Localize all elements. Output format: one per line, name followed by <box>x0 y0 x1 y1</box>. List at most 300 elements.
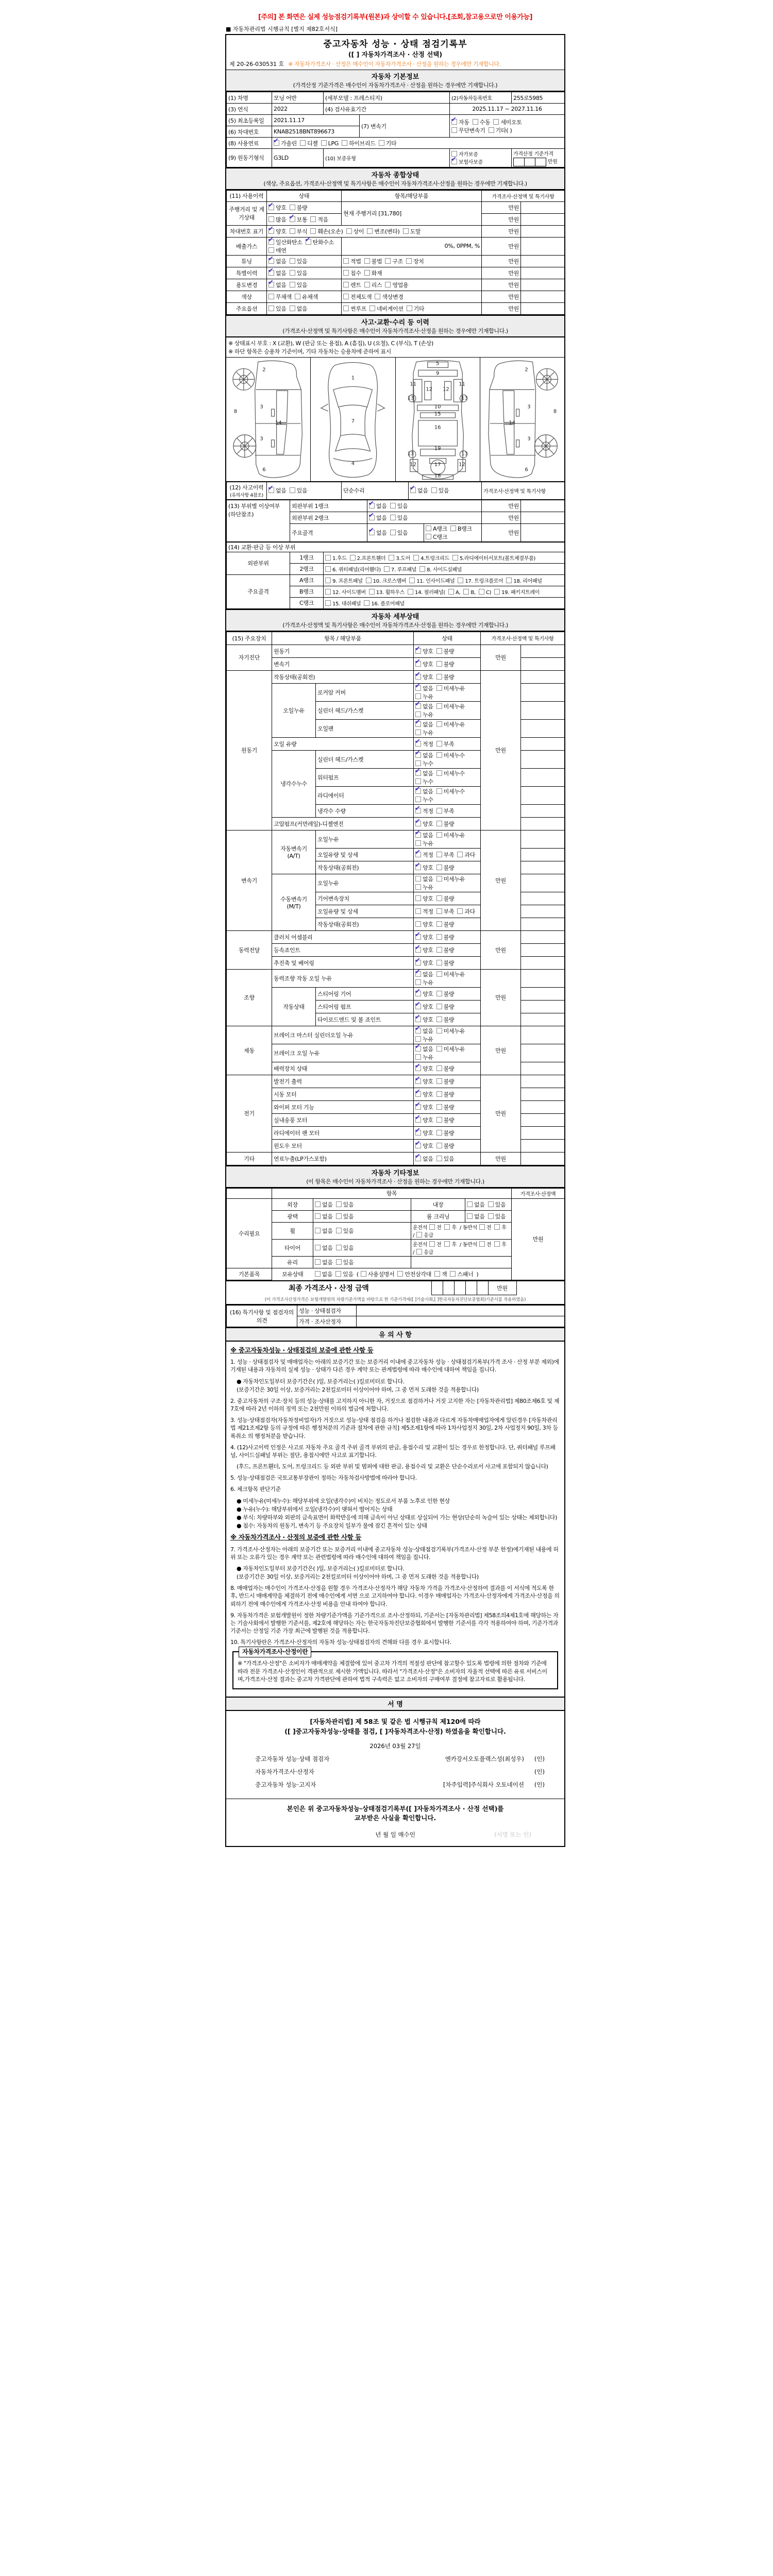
checkbox-option[interactable]: 불량 <box>436 933 455 941</box>
checkbox-option[interactable]: ✔ 없음 <box>410 486 428 495</box>
checkbox-option[interactable]: 수동 <box>473 118 491 126</box>
checkbox-icon[interactable] <box>385 282 391 287</box>
checkbox-icon[interactable] <box>415 840 421 846</box>
checkbox-icon[interactable] <box>436 947 442 953</box>
checkbox-checked-icon[interactable] <box>415 770 421 776</box>
checkbox-option[interactable]: 불량 <box>436 1077 455 1086</box>
checkbox-option[interactable]: 불량 <box>436 946 455 954</box>
checkbox-option[interactable]: 침수 <box>343 269 361 277</box>
checkbox-checked-icon[interactable] <box>415 832 421 838</box>
checkbox-icon[interactable] <box>375 294 380 299</box>
checkbox-icon[interactable] <box>436 1028 442 1033</box>
checkbox-icon[interactable] <box>436 1016 442 1022</box>
checkbox-option[interactable]: ✔없음 <box>415 769 433 777</box>
checkbox-option[interactable]: 미세누유 <box>436 1027 465 1035</box>
checkbox-icon[interactable] <box>336 1228 342 1233</box>
checkbox-option[interactable]: 후 <box>444 1240 456 1248</box>
checkbox-option[interactable]: 누유 <box>415 710 433 719</box>
checkbox-checked-icon[interactable] <box>415 821 421 826</box>
checkbox-option[interactable]: 있음 <box>336 1227 354 1235</box>
checkbox-icon[interactable] <box>436 648 442 654</box>
checkbox-option[interactable]: ✔ 양호 <box>415 933 433 941</box>
checkbox-option[interactable]: 훼손(오손) <box>310 227 343 235</box>
checkbox-option[interactable]: 19. 패키지트레이 <box>494 588 540 596</box>
checkbox-icon[interactable] <box>290 306 295 311</box>
checkbox-option[interactable]: 응급 <box>416 1248 433 1256</box>
checkbox-icon[interactable] <box>493 119 499 125</box>
checkbox-icon[interactable] <box>310 228 316 234</box>
checkbox-option[interactable]: 8. 사이드실패널 <box>419 565 462 573</box>
checkbox-icon[interactable] <box>494 1224 500 1230</box>
checkbox-icon[interactable] <box>343 282 349 287</box>
checkbox-checked-icon[interactable] <box>415 788 421 794</box>
checkbox-option[interactable]: 기타 <box>379 139 397 147</box>
checkbox-icon[interactable] <box>473 119 478 125</box>
checkbox-option[interactable]: B, <box>463 589 475 596</box>
checkbox-option[interactable]: 자가보증 <box>451 150 478 158</box>
checkbox-option[interactable]: 불량 <box>436 920 455 928</box>
checkbox-option[interactable]: 전 <box>429 1240 441 1248</box>
checkbox-checked-icon[interactable] <box>274 140 279 146</box>
checkbox-option[interactable]: ✔ 양호 <box>415 946 433 954</box>
checkbox-icon[interactable] <box>436 991 442 996</box>
checkbox-option[interactable]: ✔없음 <box>415 787 433 795</box>
checkbox-icon[interactable] <box>342 140 347 146</box>
checkbox-option[interactable]: ✔ 보통 <box>290 215 308 224</box>
checkbox-option[interactable]: 렌트 <box>343 281 361 289</box>
checkbox-option[interactable]: 불법 <box>364 257 382 265</box>
checkbox-option[interactable]: ✔없음 <box>415 831 433 839</box>
checkbox-icon[interactable] <box>268 306 274 311</box>
checkbox-checked-icon[interactable] <box>415 1028 421 1033</box>
checkbox-option[interactable]: ✔ 양호 <box>415 1142 433 1150</box>
checkbox-option[interactable]: 있음 <box>488 1200 506 1209</box>
checkbox-option[interactable]: 불량 <box>436 1129 455 1137</box>
checkbox-icon[interactable] <box>389 555 394 561</box>
checkbox-checked-icon[interactable] <box>268 239 274 245</box>
checkbox-icon[interactable] <box>436 921 442 927</box>
checkbox-checked-icon[interactable] <box>415 852 421 857</box>
checkbox-icon[interactable] <box>457 908 463 914</box>
checkbox-option[interactable]: 기타( ) <box>489 126 512 134</box>
checkbox-icon[interactable] <box>426 534 431 539</box>
checkbox-option[interactable]: 불량 <box>436 959 455 967</box>
checkbox-checked-icon[interactable] <box>369 530 375 535</box>
checkbox-icon[interactable] <box>315 1271 321 1277</box>
checkbox-icon[interactable] <box>436 895 442 901</box>
checkbox-icon[interactable] <box>325 600 331 606</box>
checkbox-checked-icon[interactable] <box>415 865 421 870</box>
checkbox-icon[interactable] <box>408 589 413 595</box>
checkbox-option[interactable]: 불량 <box>436 894 455 903</box>
checkbox-checked-icon[interactable] <box>415 674 421 680</box>
checkbox-option[interactable]: 미세누유 <box>436 684 465 692</box>
checkbox-option[interactable]: 7. 루프패널 <box>384 565 416 573</box>
checkbox-icon[interactable] <box>450 526 456 531</box>
checkbox-icon[interactable] <box>413 555 419 561</box>
checkbox-icon[interactable] <box>415 693 421 699</box>
checkbox-option[interactable]: 없음 <box>315 1212 333 1221</box>
checkbox-icon[interactable] <box>415 908 421 914</box>
checkbox-option[interactable]: 부족 <box>436 907 455 916</box>
checkbox-icon[interactable] <box>494 589 500 595</box>
checkbox-icon[interactable] <box>479 589 484 595</box>
checkbox-option[interactable]: ✔양호 <box>268 204 287 212</box>
checkbox-checked-icon[interactable] <box>415 648 421 654</box>
checkbox-checked-icon[interactable] <box>306 239 311 245</box>
checkbox-icon[interactable] <box>343 294 349 299</box>
checkbox-option[interactable]: 부족 <box>436 740 455 748</box>
checkbox-icon[interactable] <box>419 566 425 572</box>
checkbox-option[interactable]: 있음 <box>436 1155 455 1163</box>
checkbox-option[interactable]: 세미오토 <box>493 118 522 126</box>
checkbox-icon[interactable] <box>290 228 295 234</box>
checkbox-option[interactable]: 과다 <box>457 851 475 859</box>
checkbox-option[interactable]: ✔없음 <box>415 1027 433 1035</box>
checkbox-option[interactable]: 디젤 <box>300 139 318 147</box>
checkbox-option[interactable]: ✔없음 <box>415 970 433 978</box>
checkbox-icon[interactable] <box>436 865 442 870</box>
checkbox-icon[interactable] <box>415 876 421 882</box>
checkbox-option[interactable]: ✔ 양호 <box>415 1003 433 1011</box>
checkbox-icon[interactable] <box>336 1213 342 1219</box>
checkbox-icon[interactable] <box>364 258 370 264</box>
checkbox-option[interactable]: 응급 <box>416 1231 433 1239</box>
checkbox-icon[interactable] <box>488 1213 494 1219</box>
checkbox-option[interactable]: 안전삼각대 <box>397 1270 431 1278</box>
checkbox-option[interactable]: 도말 <box>403 227 421 235</box>
checkbox-icon[interactable] <box>416 1249 422 1255</box>
checkbox-icon[interactable] <box>479 1241 485 1247</box>
checkbox-option[interactable]: 양호 <box>415 920 433 928</box>
checkbox-option[interactable]: 적법 <box>343 257 361 265</box>
checkbox-icon[interactable] <box>390 503 396 509</box>
checkbox-option[interactable]: ✔자동 <box>451 118 469 126</box>
checkbox-option[interactable]: ✔ 양호 <box>415 1129 433 1137</box>
checkbox-option[interactable]: ✔ 적정 <box>415 740 433 748</box>
checkbox-option[interactable]: 있음 <box>335 1270 354 1278</box>
checkbox-icon[interactable] <box>436 703 442 709</box>
checkbox-option[interactable]: 14. 필러패널( <box>408 588 445 596</box>
checkbox-option[interactable]: 하이브리드 <box>342 139 376 147</box>
checkbox-icon[interactable] <box>290 487 295 493</box>
checkbox-icon[interactable] <box>436 908 442 914</box>
checkbox-option[interactable]: 1.후드 <box>325 554 347 562</box>
checkbox-checked-icon[interactable] <box>290 216 295 222</box>
checkbox-option[interactable]: 미세누유 <box>436 970 465 978</box>
checkbox-icon[interactable] <box>335 1271 341 1277</box>
checkbox-icon[interactable] <box>336 1245 342 1250</box>
checkbox-icon[interactable] <box>315 1213 321 1219</box>
checkbox-option[interactable]: 있음 <box>390 529 408 537</box>
checkbox-icon[interactable] <box>436 876 442 882</box>
checkbox-option[interactable]: A, <box>448 589 460 596</box>
checkbox-option[interactable]: 없음 <box>290 304 308 313</box>
checkbox-icon[interactable] <box>436 971 442 977</box>
checkbox-checked-icon[interactable] <box>268 270 274 276</box>
checkbox-option[interactable]: ✔ 양호 <box>268 227 287 235</box>
checkbox-option[interactable]: 누유 <box>415 883 433 891</box>
checkbox-option[interactable]: 미세누유 <box>436 720 465 728</box>
checkbox-option[interactable]: A랭크 <box>426 524 447 533</box>
checkbox-option[interactable]: 영업용 <box>385 281 408 289</box>
checkbox-icon[interactable] <box>390 515 396 520</box>
checkbox-option[interactable]: 11. 인사이드패널 <box>409 577 455 584</box>
checkbox-option[interactable]: ✔ 적정 <box>415 851 433 859</box>
checkbox-checked-icon[interactable] <box>415 1004 421 1009</box>
checkbox-icon[interactable] <box>436 685 442 691</box>
checkbox-option[interactable]: 스패너 <box>450 1270 473 1278</box>
checkbox-option[interactable]: ✔ 양호 <box>415 1077 433 1086</box>
checkbox-option[interactable]: 없음 <box>315 1244 333 1252</box>
checkbox-icon[interactable] <box>369 306 375 311</box>
checkbox-icon[interactable] <box>406 258 412 264</box>
checkbox-option[interactable]: 5.라디에이터서포트(볼트체결부품) <box>452 554 535 562</box>
checkbox-checked-icon[interactable] <box>415 808 421 814</box>
checkbox-checked-icon[interactable] <box>415 960 421 965</box>
checkbox-icon[interactable] <box>364 600 369 606</box>
checkbox-icon[interactable] <box>364 282 370 287</box>
checkbox-option[interactable]: ✔ 양호 <box>415 1090 433 1098</box>
checkbox-icon[interactable] <box>325 555 331 561</box>
checkbox-option[interactable]: 부족 <box>436 851 455 859</box>
checkbox-icon[interactable] <box>409 578 415 583</box>
checkbox-icon[interactable] <box>436 1004 442 1009</box>
checkbox-option[interactable]: ✔ 없음 <box>268 281 287 289</box>
checkbox-option[interactable]: 불량 <box>436 1003 455 1011</box>
checkbox-option[interactable]: ✔ 양호 <box>415 959 433 967</box>
checkbox-icon[interactable] <box>310 216 316 222</box>
checkbox-option[interactable]: C) <box>479 589 491 596</box>
checkbox-icon[interactable] <box>451 127 457 133</box>
checkbox-icon[interactable] <box>436 852 442 857</box>
checkbox-icon[interactable] <box>436 832 442 838</box>
checkbox-icon[interactable] <box>268 216 274 222</box>
checkbox-option[interactable]: 12. 사이드멤버 <box>325 588 366 596</box>
checkbox-option[interactable]: 6. 쿼터패널(리어휀다) <box>325 565 381 573</box>
checkbox-icon[interactable] <box>436 1091 442 1097</box>
checkbox-option[interactable]: 색상변경 <box>375 293 403 301</box>
checkbox-option[interactable]: ✔ 없음 <box>415 1155 433 1163</box>
checkbox-icon[interactable] <box>436 821 442 826</box>
checkbox-icon[interactable] <box>436 934 442 940</box>
checkbox-checked-icon[interactable] <box>415 1143 421 1148</box>
checkbox-option[interactable]: 상이 <box>346 227 364 235</box>
checkbox-option[interactable]: 불량 <box>436 1103 455 1111</box>
checkbox-checked-icon[interactable] <box>451 159 457 164</box>
checkbox-checked-icon[interactable] <box>369 515 375 520</box>
checkbox-icon[interactable] <box>315 1201 321 1207</box>
checkbox-icon[interactable] <box>415 921 421 927</box>
checkbox-option[interactable]: 있음 <box>290 257 308 265</box>
checkbox-option[interactable]: 적음 <box>310 215 328 224</box>
checkbox-checked-icon[interactable] <box>415 971 421 977</box>
checkbox-checked-icon[interactable] <box>415 685 421 691</box>
checkbox-option[interactable]: 미세누수 <box>436 769 465 777</box>
checkbox-icon[interactable] <box>415 711 421 717</box>
checkbox-option[interactable]: 부식 <box>290 227 308 235</box>
checkbox-option[interactable]: 리스 <box>364 281 382 289</box>
checkbox-option[interactable]: C랭크 <box>426 533 447 541</box>
checkbox-checked-icon[interactable] <box>369 503 375 509</box>
checkbox-icon[interactable] <box>415 884 421 890</box>
checkbox-icon[interactable] <box>325 589 331 595</box>
checkbox-checked-icon[interactable] <box>415 1117 421 1123</box>
checkbox-option[interactable]: 사용설명서 <box>361 1270 395 1278</box>
checkbox-icon[interactable] <box>479 1224 485 1230</box>
checkbox-checked-icon[interactable] <box>415 934 421 940</box>
checkbox-icon[interactable] <box>369 589 375 595</box>
checkbox-option[interactable]: 있음 <box>390 514 408 522</box>
checkbox-icon[interactable] <box>350 555 356 561</box>
checkbox-option[interactable]: ✔없음 <box>415 720 433 728</box>
checkbox-icon[interactable] <box>415 979 421 985</box>
checkbox-checked-icon[interactable] <box>415 1091 421 1097</box>
checkbox-icon[interactable] <box>268 247 274 253</box>
checkbox-option[interactable]: 불량 <box>436 1142 455 1150</box>
checkbox-option[interactable]: 화재 <box>364 269 382 277</box>
checkbox-icon[interactable] <box>325 566 331 572</box>
checkbox-option[interactable]: 후 <box>444 1223 456 1231</box>
checkbox-option[interactable]: 13. 휠하우스 <box>369 588 405 596</box>
checkbox-option[interactable]: 과다 <box>457 907 475 916</box>
checkbox-checked-icon[interactable] <box>415 1046 421 1052</box>
checkbox-icon[interactable] <box>463 589 469 595</box>
checkbox-option[interactable]: 누유 <box>415 978 433 987</box>
checkbox-icon[interactable] <box>315 1245 321 1250</box>
checkbox-option[interactable]: 있음 <box>268 304 287 313</box>
checkbox-option[interactable]: 불량 <box>436 673 455 681</box>
checkbox-option[interactable]: ✔ 적정 <box>415 807 433 815</box>
checkbox-option[interactable]: ✔ 없음 <box>369 502 387 510</box>
checkbox-option[interactable]: 있음 <box>488 1212 506 1221</box>
checkbox-icon[interactable] <box>343 270 349 276</box>
checkbox-option[interactable]: 누유 <box>415 1053 433 1061</box>
checkbox-option[interactable]: ✔없음 <box>268 486 287 495</box>
checkbox-option[interactable]: 전 <box>479 1223 491 1231</box>
checkbox-icon[interactable] <box>403 228 409 234</box>
checkbox-option[interactable]: 미세누유 <box>436 1045 465 1053</box>
checkbox-icon[interactable] <box>379 140 384 146</box>
checkbox-icon[interactable] <box>290 270 295 276</box>
checkbox-icon[interactable] <box>415 760 421 766</box>
checkbox-checked-icon[interactable] <box>415 1016 421 1022</box>
checkbox-option[interactable]: 많음 <box>268 215 287 224</box>
checkbox-icon[interactable] <box>436 1156 442 1161</box>
checkbox-icon[interactable] <box>436 808 442 814</box>
checkbox-option[interactable]: 없음 <box>315 1227 333 1235</box>
checkbox-icon[interactable] <box>429 1241 435 1247</box>
checkbox-icon[interactable] <box>488 1201 494 1207</box>
checkbox-option[interactable]: 유채색 <box>295 293 318 301</box>
checkbox-icon[interactable] <box>336 1259 342 1265</box>
checkbox-option[interactable]: 불량 <box>436 990 455 998</box>
checkbox-icon[interactable] <box>315 1228 321 1233</box>
checkbox-option[interactable]: ✔보험사보증 <box>451 158 483 165</box>
checkbox-option[interactable]: 불량 <box>436 1064 455 1073</box>
checkbox-option[interactable]: 네비게이션 <box>369 304 404 313</box>
checkbox-option[interactable]: 누유 <box>415 839 433 848</box>
checkbox-icon[interactable] <box>364 270 370 276</box>
checkbox-icon[interactable] <box>494 1241 500 1247</box>
checkbox-option[interactable]: ✔ 양호 <box>415 863 433 872</box>
checkbox-checked-icon[interactable] <box>415 947 421 953</box>
checkbox-option[interactable]: 누수 <box>415 795 433 804</box>
checkbox-icon[interactable] <box>436 741 442 747</box>
checkbox-icon[interactable] <box>415 730 421 735</box>
checkbox-icon[interactable] <box>415 778 421 784</box>
checkbox-option[interactable]: 있음 <box>336 1200 354 1209</box>
checkbox-icon[interactable] <box>436 1117 442 1123</box>
checkbox-option[interactable]: ✔ 양호 <box>415 820 433 828</box>
checkbox-option[interactable]: 있음 <box>290 269 308 277</box>
checkbox-option[interactable]: 누수 <box>415 777 433 786</box>
checkbox-icon[interactable] <box>290 282 295 287</box>
checkbox-option[interactable]: ✔ 양호 <box>415 647 433 655</box>
checkbox-icon[interactable] <box>436 1104 442 1110</box>
checkbox-option[interactable]: 미세누수 <box>436 751 465 759</box>
checkbox-option[interactable]: ✔일산화탄소 <box>268 238 303 246</box>
checkbox-option[interactable]: 있음 <box>336 1212 354 1221</box>
checkbox-checked-icon[interactable] <box>415 1130 421 1136</box>
checkbox-option[interactable]: 변조(변타) <box>367 227 399 235</box>
checkbox-checked-icon[interactable] <box>415 703 421 709</box>
checkbox-option[interactable]: 15. 대쉬패널 <box>325 599 361 607</box>
checkbox-icon[interactable] <box>452 555 458 561</box>
checkbox-option[interactable]: 없음 <box>315 1270 333 1278</box>
checkbox-icon[interactable] <box>325 578 331 583</box>
checkbox-checked-icon[interactable] <box>268 258 274 264</box>
checkbox-option[interactable]: 미세누유 <box>436 875 465 883</box>
checkbox-icon[interactable] <box>489 127 494 133</box>
checkbox-icon[interactable] <box>295 294 300 299</box>
checkbox-icon[interactable] <box>467 1201 473 1207</box>
checkbox-checked-icon[interactable] <box>415 991 421 996</box>
checkbox-option[interactable]: 있음 <box>431 486 449 495</box>
checkbox-option[interactable]: ✔ 양호 <box>415 673 433 681</box>
checkbox-checked-icon[interactable] <box>415 1065 421 1071</box>
checkbox-icon[interactable] <box>444 1241 450 1247</box>
checkbox-option[interactable]: 10. 크로스멤버 <box>366 577 407 584</box>
checkbox-icon[interactable] <box>415 796 421 802</box>
checkbox-option[interactable]: ✔없음 <box>415 702 433 710</box>
checkbox-checked-icon[interactable] <box>451 119 457 125</box>
checkbox-icon[interactable] <box>385 258 391 264</box>
checkbox-option[interactable]: 미세누수 <box>436 787 465 795</box>
checkbox-option[interactable]: ✔ 양호 <box>415 1103 433 1111</box>
checkbox-option[interactable]: 무단변속기 <box>451 126 485 134</box>
checkbox-icon[interactable] <box>346 228 352 234</box>
checkbox-checked-icon[interactable] <box>415 1104 421 1110</box>
checkbox-icon[interactable] <box>415 1036 421 1042</box>
checkbox-option[interactable]: 4.트렁크리드 <box>413 554 449 562</box>
checkbox-option[interactable]: 무채색 <box>268 293 292 301</box>
checkbox-option[interactable]: 미세누유 <box>436 831 465 839</box>
checkbox-option[interactable]: 18. 리어패널 <box>506 577 542 584</box>
checkbox-icon[interactable] <box>436 1078 442 1084</box>
checkbox-option[interactable]: ✔ 양호 <box>415 1116 433 1124</box>
checkbox-option[interactable]: 2.프론트휀더 <box>350 554 386 562</box>
checkbox-checked-icon[interactable] <box>410 487 416 493</box>
checkbox-icon[interactable] <box>415 895 421 901</box>
checkbox-checked-icon[interactable] <box>268 282 274 287</box>
checkbox-icon[interactable] <box>458 578 463 583</box>
checkbox-icon[interactable] <box>336 1201 342 1207</box>
checkbox-option[interactable]: 적정 <box>415 907 433 916</box>
checkbox-option[interactable]: 양호 <box>415 894 433 903</box>
checkbox-icon[interactable] <box>436 788 442 794</box>
checkbox-option[interactable]: 구조 <box>385 257 403 265</box>
